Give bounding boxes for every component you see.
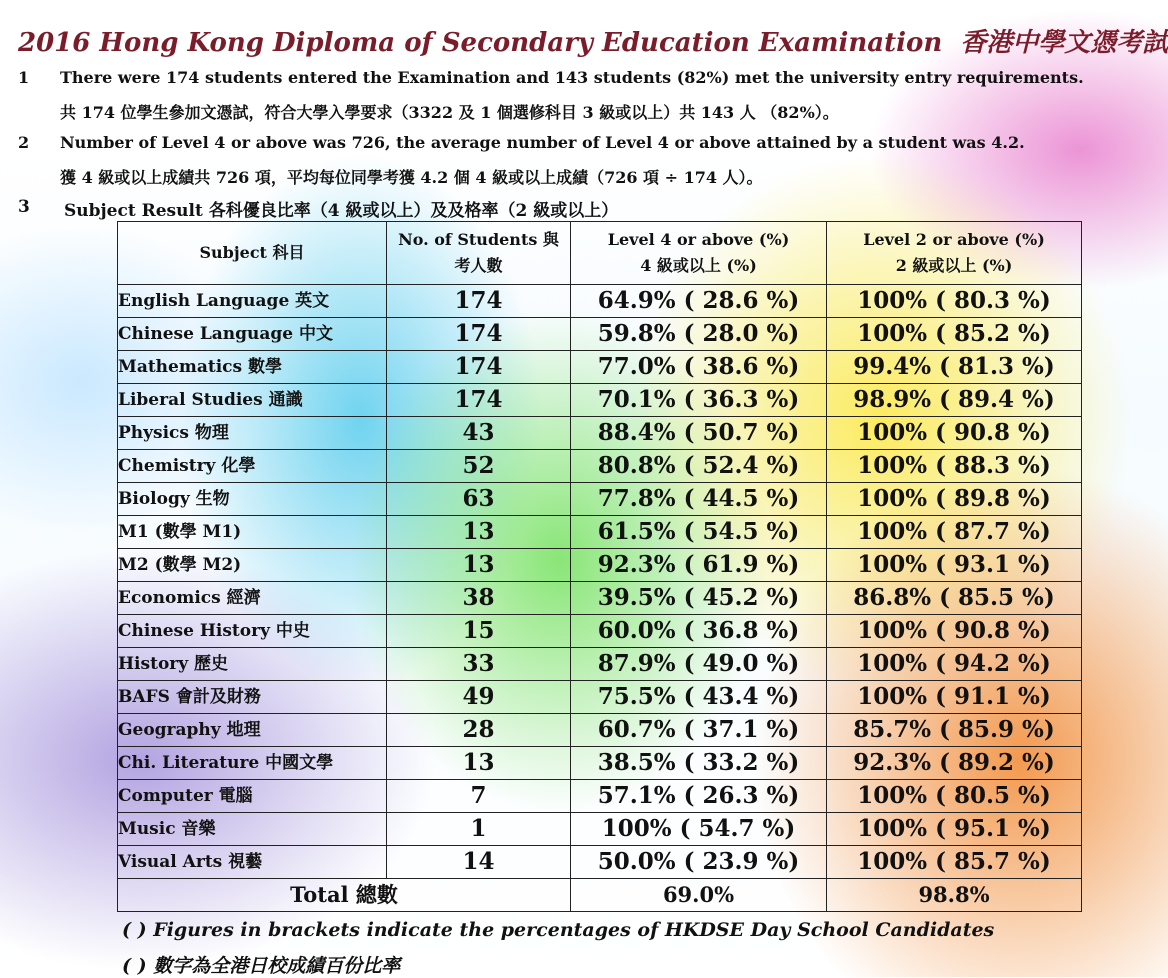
- subject-results-table: [117, 221, 1082, 912]
- level2-cell: 92.3% ( 89.2 %): [827, 747, 1082, 780]
- table-row: [118, 516, 1082, 549]
- level4-cell: 60.0% ( 36.8 %): [571, 615, 827, 648]
- total-level4: 69.0%: [571, 879, 827, 912]
- level2-cell: 86.8% ( 85.5 %): [827, 582, 1082, 615]
- students-cell: 28: [387, 714, 571, 747]
- table-row: [118, 417, 1082, 450]
- level2-cell: 100% ( 80.5 %): [827, 780, 1082, 813]
- subject-cell: BAFS 會計及財務: [118, 681, 387, 714]
- level2-cell: 100% ( 89.8 %): [827, 483, 1082, 516]
- table-row: [118, 780, 1082, 813]
- point-1-chinese: 共 174 位學生參加文憑試，符合大學入學要求（3322 及 1 個選修科目 3 級或以上）共 143 人 （82%）。: [60, 103, 839, 122]
- students-cell: 174: [387, 285, 571, 318]
- level2-cell: 100% ( 90.8 %): [827, 417, 1082, 450]
- table-row: [118, 648, 1082, 681]
- footnote-chinese: ( ) 數字為全港日校成績百份比率: [122, 955, 401, 977]
- level2-cell: 100% ( 93.1 %): [827, 549, 1082, 582]
- header-level4-line2: 4 級或以上 (%): [640, 256, 757, 275]
- students-cell: 63: [387, 483, 571, 516]
- students-cell: 14: [387, 846, 571, 879]
- subject-cell: Chi. Literature 中國文學: [118, 747, 387, 780]
- table-row: [118, 747, 1082, 780]
- subject-cell: Chinese History 中史: [118, 615, 387, 648]
- header-level2: [827, 222, 1082, 285]
- table-row: [118, 582, 1082, 615]
- level4-cell: 61.5% ( 54.5 %): [571, 516, 827, 549]
- level2-cell: 98.9% ( 89.4 %): [827, 384, 1082, 417]
- header-students-line2: 考人數: [454, 256, 503, 275]
- header-students-line1: No. of Students 與: [398, 230, 559, 249]
- total-level2: 98.8%: [827, 879, 1082, 912]
- students-cell: 13: [387, 516, 571, 549]
- level2-cell: 100% ( 91.1 %): [827, 681, 1082, 714]
- title-english: 2016 Hong Kong Diploma of Secondary Education Examination: [18, 28, 943, 58]
- level2-cell: 100% ( 95.1 %): [827, 813, 1082, 846]
- subject-cell: Geography 地理: [118, 714, 387, 747]
- table-row: [118, 846, 1082, 879]
- title-chinese: 香港中學文憑考試: [960, 28, 1168, 58]
- level4-cell: 92.3% ( 61.9 %): [571, 549, 827, 582]
- students-cell: 13: [387, 747, 571, 780]
- level4-cell: 77.0% ( 38.6 %): [571, 351, 827, 384]
- table-row: [118, 285, 1082, 318]
- table-row: [118, 450, 1082, 483]
- students-cell: 52: [387, 450, 571, 483]
- level2-cell: 100% ( 87.7 %): [827, 516, 1082, 549]
- table-row: [118, 384, 1082, 417]
- level4-cell: 77.8% ( 44.5 %): [571, 483, 827, 516]
- point-3-number: 3: [18, 197, 30, 217]
- level4-cell: 88.4% ( 50.7 %): [571, 417, 827, 450]
- subject-cell: Visual Arts 視藝: [118, 846, 387, 879]
- students-cell: 174: [387, 384, 571, 417]
- students-cell: 174: [387, 351, 571, 384]
- students-cell: 13: [387, 549, 571, 582]
- students-cell: 38: [387, 582, 571, 615]
- subject-cell: Chemistry 化學: [118, 450, 387, 483]
- table-row: [118, 813, 1082, 846]
- subject-cell: English Language 英文: [118, 285, 387, 318]
- students-cell: 33: [387, 648, 571, 681]
- students-cell: 1: [387, 813, 571, 846]
- level4-cell: 50.0% ( 23.9 %): [571, 846, 827, 879]
- level4-cell: 39.5% ( 45.2 %): [571, 582, 827, 615]
- subject-cell: Physics 物理: [118, 417, 387, 450]
- table-row: [118, 549, 1082, 582]
- level2-cell: 99.4% ( 81.3 %): [827, 351, 1082, 384]
- total-label: Total 總數: [118, 879, 571, 912]
- subject-cell: Economics 經濟: [118, 582, 387, 615]
- table-header-row: [118, 222, 1082, 285]
- header-level2-line1: Level 2 or above (%): [863, 230, 1045, 249]
- level4-cell: 38.5% ( 33.2 %): [571, 747, 827, 780]
- level4-cell: 57.1% ( 26.3 %): [571, 780, 827, 813]
- level4-cell: 87.9% ( 49.0 %): [571, 648, 827, 681]
- level2-cell: 100% ( 85.2 %): [827, 318, 1082, 351]
- subject-cell: Mathematics 數學: [118, 351, 387, 384]
- level4-cell: 59.8% ( 28.0 %): [571, 318, 827, 351]
- point-2-number: 2: [18, 133, 30, 152]
- level4-cell: 64.9% ( 28.6 %): [571, 285, 827, 318]
- level4-cell: 60.7% ( 37.1 %): [571, 714, 827, 747]
- students-cell: 49: [387, 681, 571, 714]
- header-level4: [571, 222, 827, 285]
- header-subject: Subject 科目: [118, 222, 387, 285]
- table-body: [118, 285, 1082, 879]
- level4-cell: 80.8% ( 52.4 %): [571, 450, 827, 483]
- subject-cell: Biology 生物: [118, 483, 387, 516]
- header-students: [387, 222, 571, 285]
- level2-cell: 100% ( 88.3 %): [827, 450, 1082, 483]
- table-row: [118, 714, 1082, 747]
- point-1-english: There were 174 students entered the Examination and 143 students (82%) met the university entry requirements.: [60, 68, 1084, 87]
- table-row: [118, 351, 1082, 384]
- point-3-heading: Subject Result 各科優良比率（4 級或以上）及及格率（2 級或以上）: [64, 201, 619, 221]
- level4-cell: 70.1% ( 36.3 %): [571, 384, 827, 417]
- level2-cell: 100% ( 80.3 %): [827, 285, 1082, 318]
- level2-cell: 100% ( 90.8 %): [827, 615, 1082, 648]
- subject-cell: M2 (數學 M2): [118, 549, 387, 582]
- subject-cell: Computer 電腦: [118, 780, 387, 813]
- students-cell: 174: [387, 318, 571, 351]
- table-row: [118, 615, 1082, 648]
- subject-cell: History 歷史: [118, 648, 387, 681]
- subject-cell: Chinese Language 中文: [118, 318, 387, 351]
- footnote-english: ( ) Figures in brackets indicate the percentages of HKDSE Day School Candidates: [122, 919, 995, 941]
- subject-cell: M1 (數學 M1): [118, 516, 387, 549]
- header-level4-line1: Level 4 or above (%): [607, 230, 790, 249]
- level4-cell: 100% ( 54.7 %): [571, 813, 827, 846]
- level4-cell: 75.5% ( 43.4 %): [571, 681, 827, 714]
- page-title: [18, 22, 1168, 59]
- point-2-english: Number of Level 4 or above was 726, the average number of Level 4 or above attained by a student was 4.2.: [60, 133, 1025, 152]
- level2-cell: 100% ( 94.2 %): [827, 648, 1082, 681]
- level2-cell: 100% ( 85.7 %): [827, 846, 1082, 879]
- level2-cell: 85.7% ( 85.9 %): [827, 714, 1082, 747]
- students-cell: 7: [387, 780, 571, 813]
- point-1-number: 1: [18, 68, 30, 87]
- point-2-chinese: 獲 4 級或以上成績共 726 項，平均每位同學考獲 4.2 個 4 級或以上成績（726 項 ÷ 174 人）。: [60, 168, 763, 187]
- table-row: [118, 318, 1082, 351]
- table-row: [118, 483, 1082, 516]
- total-row: [118, 879, 1082, 912]
- subject-cell: Music 音樂: [118, 813, 387, 846]
- header-level2-line2: 2 級或以上 (%): [895, 256, 1013, 275]
- subject-cell: Liberal Studies 通識: [118, 384, 387, 417]
- table-row: [118, 681, 1082, 714]
- students-cell: 43: [387, 417, 571, 450]
- students-cell: 15: [387, 615, 571, 648]
